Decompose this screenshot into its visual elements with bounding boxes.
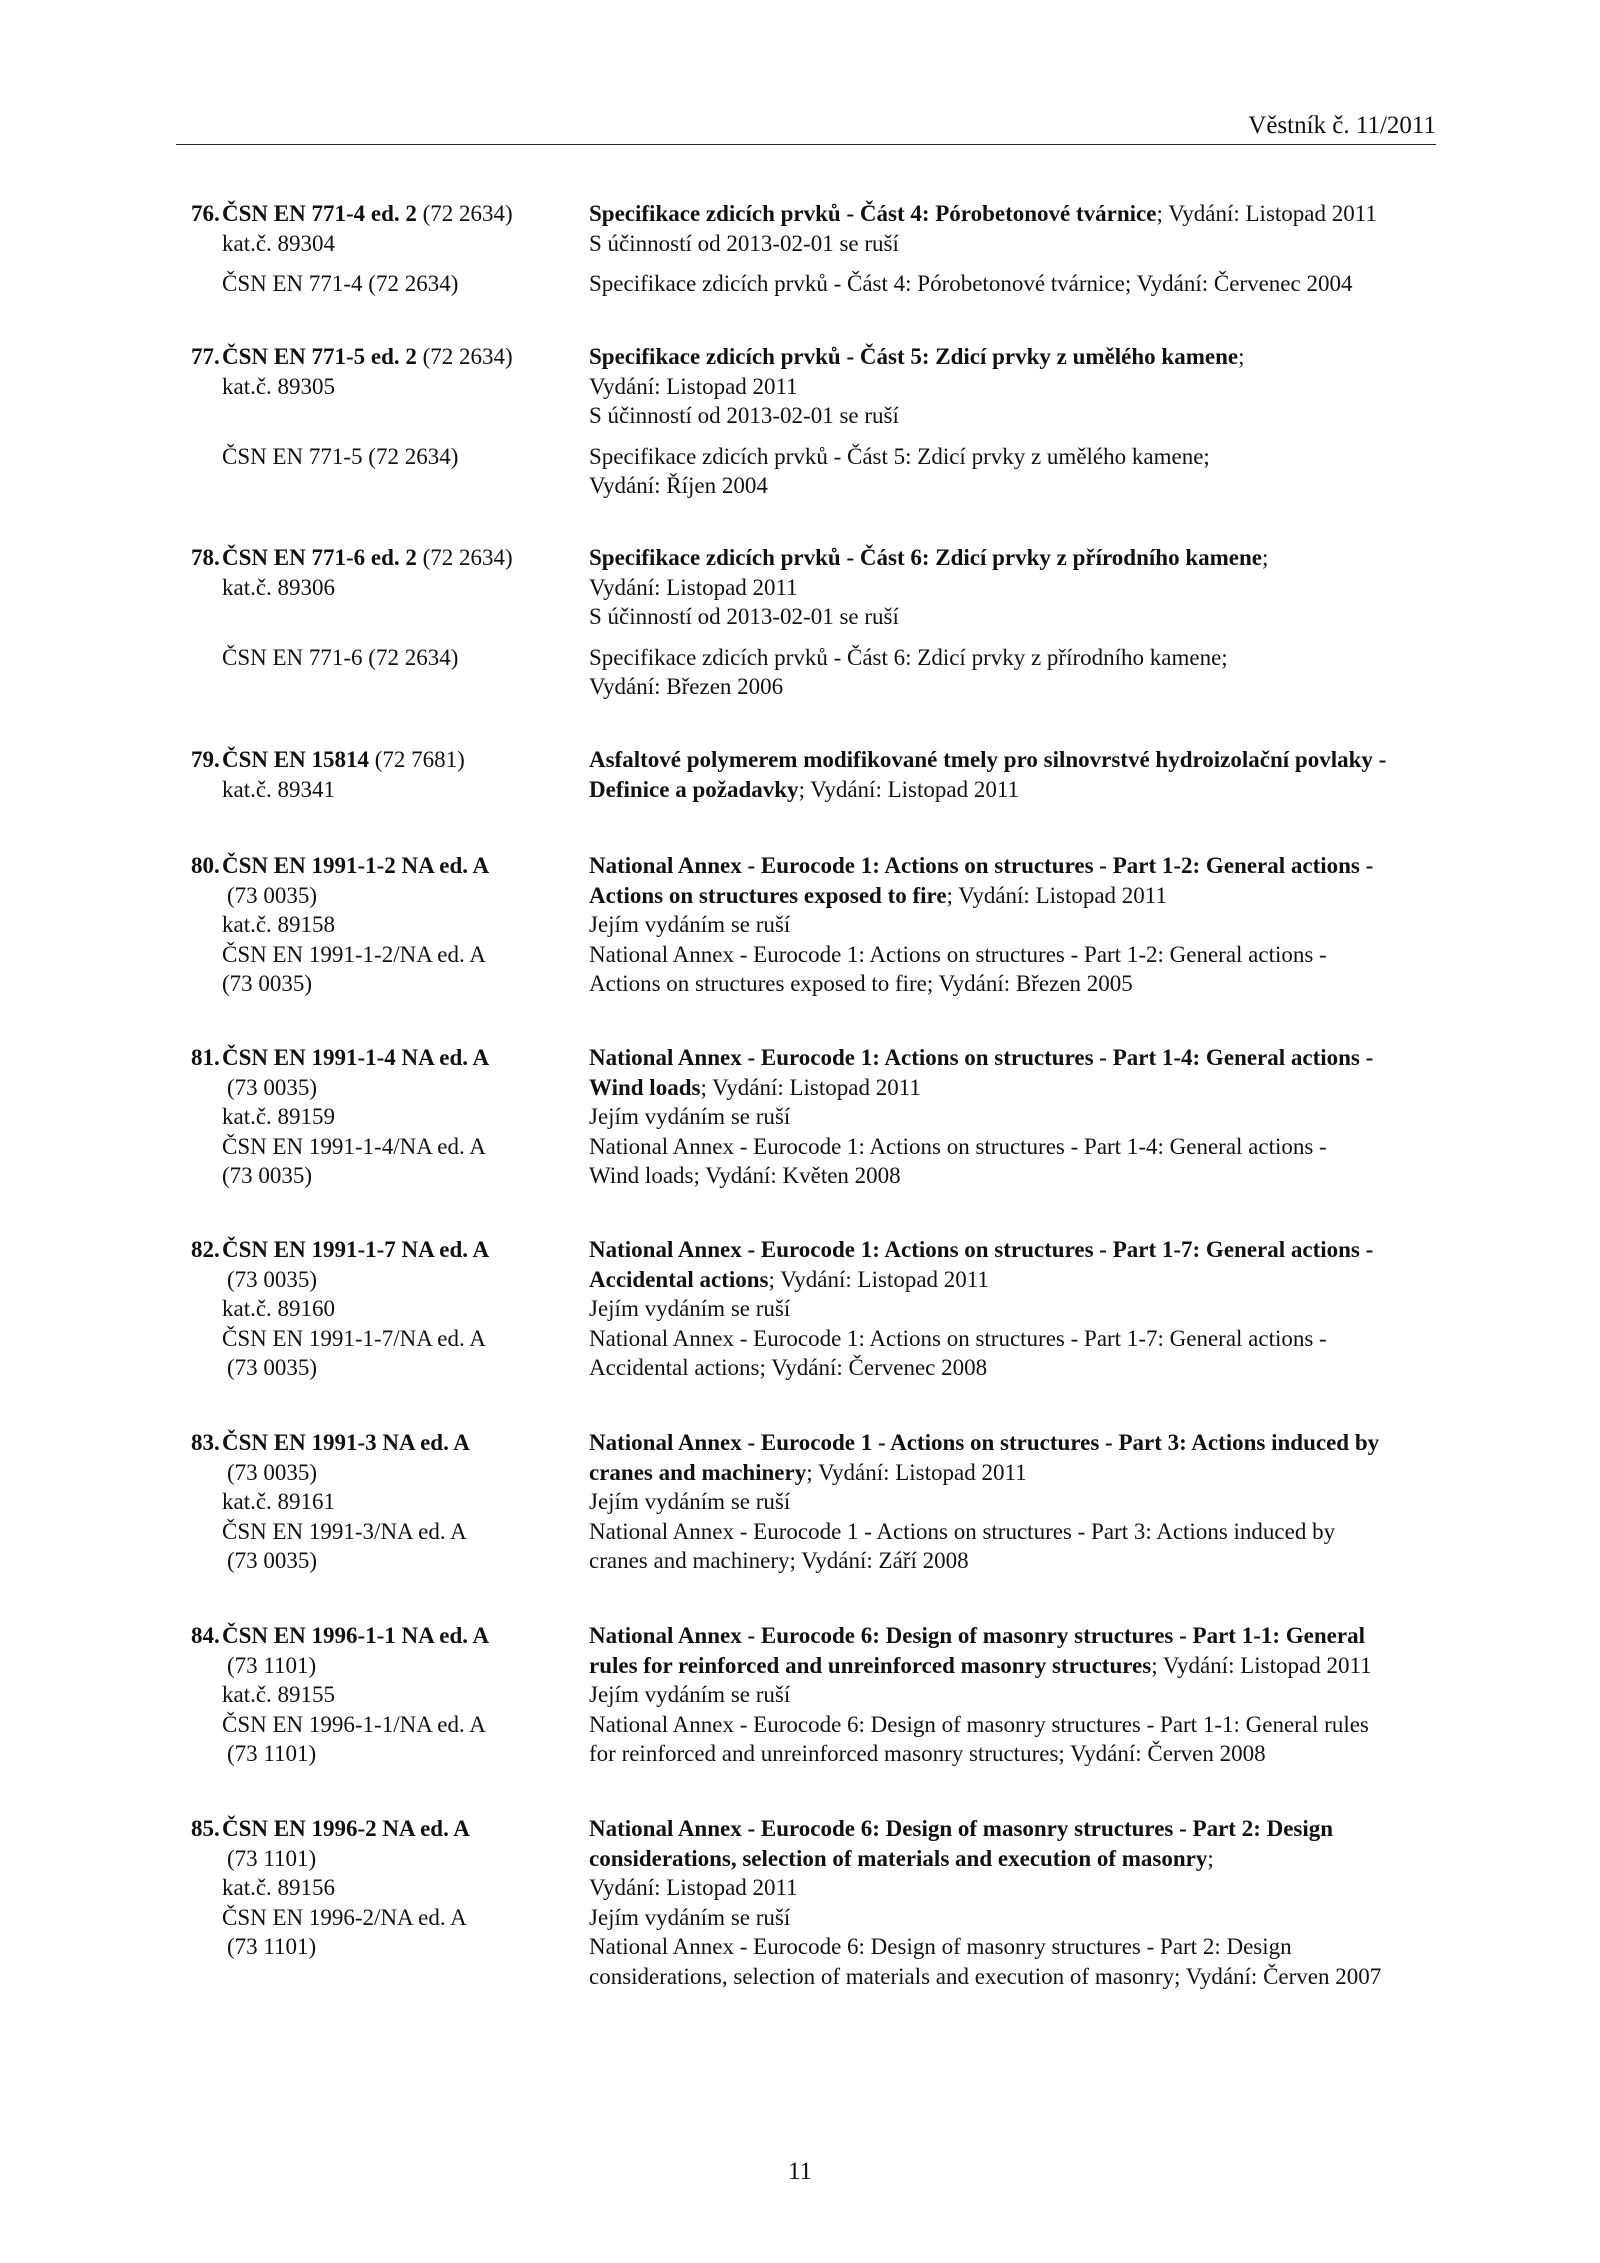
plain-text: [222, 403, 228, 428]
plain-text: (73 1101): [227, 1741, 317, 1766]
plain-text: kat.č. 89156: [222, 1875, 336, 1900]
text-line: [589, 1651, 1439, 1681]
text-line: [222, 1132, 489, 1162]
plain-text: ČSN EN 771-4 (72 2634): [222, 271, 459, 296]
text-line: [222, 229, 513, 259]
bold-text: Wind loads: [589, 1074, 701, 1100]
plain-text: Jejím vydáním se ruší: [589, 1682, 791, 1707]
text-line: [589, 1873, 1439, 1903]
plain-text: Jejím vydáním se ruší: [589, 1489, 791, 1514]
plain-text: (73 0035): [227, 1266, 318, 1292]
text-line: [222, 342, 513, 372]
plain-text: Jejím vydáním se ruší: [589, 1904, 791, 1930]
plain-text: ČSN EN 771-6 (72 2634): [222, 644, 459, 670]
bold-text: ČSN EN 1991-1-4 NA ed. A: [222, 1045, 490, 1070]
text-line: [222, 199, 513, 229]
text-line: [589, 1517, 1439, 1547]
text-line: [222, 442, 513, 472]
text-line: [222, 1932, 470, 1962]
entry-number: 77.: [191, 344, 220, 369]
text-line: [222, 969, 489, 999]
text-line: [589, 1265, 1439, 1295]
text-line: [589, 940, 1439, 970]
bold-text: National Annex - Eurocode 1: Actions on structures - Part 1-2: General actions -: [589, 853, 1374, 878]
plain-text: (73 0035): [227, 882, 318, 908]
text-line: [589, 1932, 1439, 1962]
text-line: [222, 1294, 489, 1324]
plain-text: ; Vydání: Listopad 2011: [1156, 201, 1377, 226]
text-line: [589, 229, 1439, 259]
plain-text: National Annex - Eurocode 6: Design of masonry structures - Part 2: Design: [589, 1934, 1292, 1959]
plain-text: Jejím vydáním se ruší: [589, 1296, 791, 1321]
text-line: [589, 910, 1439, 940]
text-line: [589, 1294, 1439, 1324]
text-line: [589, 1844, 1439, 1874]
plain-text: S účinností od 2013-02-01 se ruší: [589, 403, 899, 428]
text-line: [589, 401, 1439, 431]
bold-text: rules for reinforced and unreinforced masonry structures: [589, 1652, 1152, 1678]
bold-text: National Annex - Eurocode 1: Actions on structures - Part 1-4: General actions -: [589, 1045, 1374, 1070]
plain-text: Specifikace zdicích prvků - Část 6: Zdicí prvky z přírodního kamene;: [589, 644, 1228, 670]
text-line: [222, 1621, 489, 1651]
plain-text: ; Vydání: Listopad 2011: [1151, 1652, 1372, 1678]
text-line: [589, 1458, 1439, 1488]
text-line: [222, 1903, 470, 1933]
plain-text: National Annex - Eurocode 1: Actions on structures - Part 1-4: General actions -: [589, 1133, 1327, 1159]
bold-text: ČSN EN 1991-1-2 NA ed. A: [222, 853, 490, 878]
entry-number: 80.: [191, 853, 220, 878]
text-line: [222, 269, 513, 299]
plain-text: ;: [1207, 1845, 1214, 1871]
text-line: [589, 969, 1439, 999]
text-line: [222, 543, 513, 573]
text-line: [589, 602, 1439, 632]
plain-text: kat.č. 89158: [222, 912, 336, 937]
bold-text: ČSN EN 771-4 ed. 2: [222, 201, 417, 226]
bold-text: National Annex - Eurocode 1: Actions on structures - Part 1-7: General actions -: [589, 1237, 1374, 1262]
text-line: [589, 1680, 1439, 1710]
plain-text: (73 0035): [222, 1163, 313, 1188]
text-line: [222, 745, 465, 775]
plain-text: S účinností od 2013-02-01 se ruší: [589, 230, 899, 256]
plain-text: ČSN EN 1996-1-1/NA ed. A: [222, 1711, 486, 1737]
text-line: [222, 1458, 470, 1488]
plain-text: Vydání: Listopad 2011: [589, 1875, 798, 1900]
text-line: [222, 1739, 489, 1769]
text-line: [222, 1517, 470, 1547]
plain-text: Actions on structures exposed to fire; Vydání: Březen 2005: [589, 971, 1133, 996]
text-line: [589, 1903, 1439, 1933]
entry-number: 83.: [191, 1430, 220, 1455]
page-header-title: Věstník č. 11/2011: [1248, 112, 1436, 139]
text-line: [222, 1161, 489, 1191]
text-line: [589, 1739, 1439, 1769]
entry-number: 76.: [191, 201, 220, 226]
page-header: [176, 106, 1436, 145]
plain-text: Specifikace zdicích prvků - Část 4: Pórobetonové tvárnice; Vydání: Červenec 2004: [589, 271, 1353, 296]
text-line: [589, 745, 1439, 775]
bold-text: ČSN EN 771-5 ed. 2: [222, 344, 417, 369]
text-line: [589, 1428, 1439, 1458]
bold-text: ČSN EN 1991-1-7 NA ed. A: [222, 1237, 490, 1262]
plain-text: ;: [1238, 344, 1245, 369]
bold-text: National Annex - Eurocode 6: Design of masonry structures - Part 1-1: General: [589, 1623, 1365, 1648]
text-line: [222, 851, 489, 881]
text-line: [222, 372, 513, 402]
text-line: [222, 573, 513, 603]
text-line: [589, 573, 1439, 603]
entry-designation-column: [222, 1235, 489, 1383]
bold-text: Accidental actions: [589, 1266, 769, 1292]
plain-text: (73 0035): [227, 1355, 318, 1380]
plain-text: (73 0035): [227, 1459, 318, 1485]
text-line: [589, 1102, 1439, 1132]
text-line: [589, 1353, 1439, 1383]
plain-text: for reinforced and unreinforced masonry structures; Vydání: Červen 2008: [589, 1741, 1266, 1766]
entry-number: 84.: [191, 1623, 220, 1648]
plain-text: Vydání: Listopad 2011: [589, 373, 798, 399]
plain-text: ČSN EN 1991-3/NA ed. A: [222, 1518, 467, 1544]
text-line: [589, 1621, 1439, 1651]
plain-text: Vydání: Březen 2006: [589, 674, 784, 699]
text-line: [589, 1161, 1439, 1191]
bold-text: considerations, selection of materials and execution of masonry: [589, 1845, 1208, 1871]
plain-text: kat.č. 89155: [222, 1682, 336, 1707]
entry-designation-column: [222, 851, 489, 999]
plain-text: (72 7681): [368, 747, 465, 772]
entry-designation-column: [222, 342, 513, 471]
entry-title-column: [589, 745, 1439, 804]
bold-text: Definice a požadavky: [589, 776, 799, 802]
text-line: [589, 1073, 1439, 1103]
entry-title-column: [589, 342, 1439, 501]
entry-number: 78.: [191, 545, 220, 570]
bold-text: cranes and machinery: [589, 1459, 807, 1485]
plain-text: Jejím vydáním se ruší: [589, 1104, 791, 1129]
entry-title-column: [589, 1043, 1439, 1191]
text-line: [589, 269, 1439, 299]
text-line: [222, 643, 513, 673]
entry-title-column: [589, 543, 1439, 702]
plain-text: Accidental actions; Vydání: Červenec 2008: [589, 1355, 988, 1380]
text-line: [589, 775, 1439, 805]
text-line: [222, 1043, 489, 1073]
text-line: [589, 1324, 1439, 1354]
plain-text: ; Vydání: Listopad 2011: [700, 1074, 921, 1100]
text-line: [222, 1814, 470, 1844]
bold-text: ČSN EN 15814: [222, 747, 369, 772]
plain-text: National Annex - Eurocode 6: Design of masonry structures - Part 1-1: General rules: [589, 1711, 1369, 1737]
bold-text: ČSN EN 1996-2 NA ed. A: [222, 1816, 470, 1841]
plain-text: kat.č. 89304: [222, 230, 336, 256]
entry-number: 81.: [191, 1045, 220, 1070]
text-line: [589, 199, 1439, 229]
plain-text: kat.č. 89306: [222, 574, 336, 600]
plain-text: (73 1101): [227, 1934, 317, 1959]
text-line: [589, 471, 1439, 501]
plain-text: ; Vydání: Listopad 2011: [768, 1266, 989, 1292]
plain-text: Wind loads; Vydání: Květen 2008: [589, 1163, 901, 1188]
entry-number: 82.: [191, 1237, 220, 1262]
text-line: [222, 775, 465, 805]
plain-text: ČSN EN 1991-1-7/NA ed. A: [222, 1325, 486, 1351]
line-gap: [589, 431, 1439, 442]
entry-designation-column: [222, 1043, 489, 1191]
plain-text: ČSN EN 771-5 (72 2634): [222, 443, 459, 469]
plain-text: kat.č. 89341: [222, 776, 336, 802]
entry-designation-column: [222, 1814, 470, 1962]
text-line: [589, 643, 1439, 673]
bold-text: ČSN EN 1991-3 NA ed. A: [222, 1430, 470, 1455]
text-line: [222, 602, 513, 632]
text-line: [222, 1546, 470, 1576]
plain-text: kat.č. 89159: [222, 1104, 336, 1129]
text-line: [589, 881, 1439, 911]
plain-text: cranes and machinery; Vydání: Září 2008: [589, 1548, 969, 1573]
text-line: [222, 401, 513, 431]
entry-title-column: [589, 199, 1439, 299]
entry-designation-column: [222, 745, 465, 804]
plain-text: kat.č. 89161: [222, 1489, 336, 1514]
line-gap: [589, 632, 1439, 643]
text-line: [589, 1043, 1439, 1073]
bold-text: National Annex - Eurocode 1 - Actions on structures - Part 3: Actions induced by: [589, 1430, 1380, 1455]
bold-text: Specifikace zdicích prvků - Část 5: Zdicí prvky z umělého kamene: [589, 344, 1239, 369]
text-line: [589, 342, 1439, 372]
plain-text: (72 2634): [416, 545, 513, 570]
bold-text: Actions on structures exposed to fire: [589, 882, 947, 908]
text-line: [222, 910, 489, 940]
plain-text: National Annex - Eurocode 1: Actions on structures - Part 1-2: General actions -: [589, 941, 1327, 967]
text-line: [222, 1680, 489, 1710]
text-line: [222, 881, 489, 911]
text-line: [222, 1710, 489, 1740]
plain-text: (72 2634): [416, 344, 513, 369]
line-gap: [222, 632, 513, 643]
bold-text: Specifikace zdicích prvků - Část 4: Pórobetonové tvárnice: [589, 201, 1157, 226]
text-line: [589, 1710, 1439, 1740]
bold-text: ČSN EN 771-6 ed. 2: [222, 545, 417, 570]
plain-text: (73 1101): [227, 1845, 317, 1871]
plain-text: Jejím vydáním se ruší: [589, 912, 791, 937]
plain-text: Specifikace zdicích prvků - Část 5: Zdicí prvky z umělého kamene;: [589, 443, 1210, 469]
text-line: [222, 1102, 489, 1132]
plain-text: ; Vydání: Listopad 2011: [798, 776, 1019, 802]
plain-text: National Annex - Eurocode 1 - Actions on structures - Part 3: Actions induced by: [589, 1518, 1336, 1544]
plain-text: (73 0035): [227, 1074, 318, 1100]
text-line: [589, 851, 1439, 881]
text-line: [222, 1353, 489, 1383]
plain-text: ; Vydání: Listopad 2011: [946, 882, 1167, 908]
plain-text: (73 0035): [222, 971, 313, 996]
text-line: [222, 1487, 470, 1517]
text-line: [589, 1546, 1439, 1576]
text-line: [589, 1814, 1439, 1844]
text-line: [589, 672, 1439, 702]
plain-text: ;: [1262, 545, 1269, 570]
text-line: [222, 1428, 470, 1458]
text-line: [589, 1962, 1439, 1992]
plain-text: Vydání: Listopad 2011: [589, 574, 798, 600]
text-line: [589, 442, 1439, 472]
text-line: [222, 1265, 489, 1295]
text-line: [222, 1235, 489, 1265]
plain-text: (72 2634): [416, 201, 513, 226]
entry-title-column: [589, 1814, 1439, 1991]
plain-text: ČSN EN 1991-1-4/NA ed. A: [222, 1133, 486, 1159]
entry-designation-column: [222, 199, 513, 299]
text-line: [589, 1487, 1439, 1517]
entry-designation-column: [222, 1621, 489, 1769]
plain-text: ČSN EN 1996-2/NA ed. A: [222, 1904, 467, 1930]
text-line: [222, 1873, 470, 1903]
text-line: [222, 1651, 489, 1681]
text-line: [222, 1324, 489, 1354]
bold-text: Asfaltové polymerem modifikované tmely pro silnovrstvé hydroizolační povlaky -: [589, 747, 1387, 772]
entry-number: 79.: [191, 747, 220, 772]
bold-text: Specifikace zdicích prvků - Část 6: Zdicí prvky z přírodního kamene: [589, 545, 1262, 570]
plain-text: (73 1101): [227, 1652, 317, 1678]
text-line: [589, 1132, 1439, 1162]
entry-title-column: [589, 851, 1439, 999]
text-line: [589, 543, 1439, 573]
text-line: [222, 940, 489, 970]
text-line: [222, 1073, 489, 1103]
bold-text: ČSN EN 1996-1-1 NA ed. A: [222, 1623, 490, 1648]
text-line: [222, 1844, 470, 1874]
plain-text: [222, 604, 228, 629]
entry-number: 85.: [191, 1816, 220, 1841]
entry-title-column: [589, 1235, 1439, 1383]
entry-designation-column: [222, 1428, 470, 1576]
line-gap: [222, 431, 513, 442]
plain-text: Vydání: Říjen 2004: [589, 473, 768, 498]
line-gap: [222, 258, 513, 269]
plain-text: kat.č. 89160: [222, 1296, 336, 1321]
plain-text: considerations, selection of materials and execution of masonry; Vydání: Červen 2007: [589, 1963, 1382, 1989]
bold-text: National Annex - Eurocode 6: Design of masonry structures - Part 2: Design: [589, 1816, 1334, 1841]
entry-designation-column: [222, 543, 513, 672]
entry-title-column: [589, 1621, 1439, 1769]
plain-text: ČSN EN 1991-1-2/NA ed. A: [222, 941, 486, 967]
plain-text: National Annex - Eurocode 1: Actions on structures - Part 1-7: General actions -: [589, 1325, 1327, 1351]
plain-text: ; Vydání: Listopad 2011: [806, 1459, 1027, 1485]
entry-title-column: [589, 1428, 1439, 1576]
line-gap: [589, 258, 1439, 269]
plain-text: kat.č. 89305: [222, 373, 336, 399]
page-number: 11: [787, 2158, 813, 2185]
plain-text: (73 0035): [227, 1548, 318, 1573]
text-line: [589, 372, 1439, 402]
plain-text: S účinností od 2013-02-01 se ruší: [589, 604, 899, 629]
text-line: [589, 1235, 1439, 1265]
